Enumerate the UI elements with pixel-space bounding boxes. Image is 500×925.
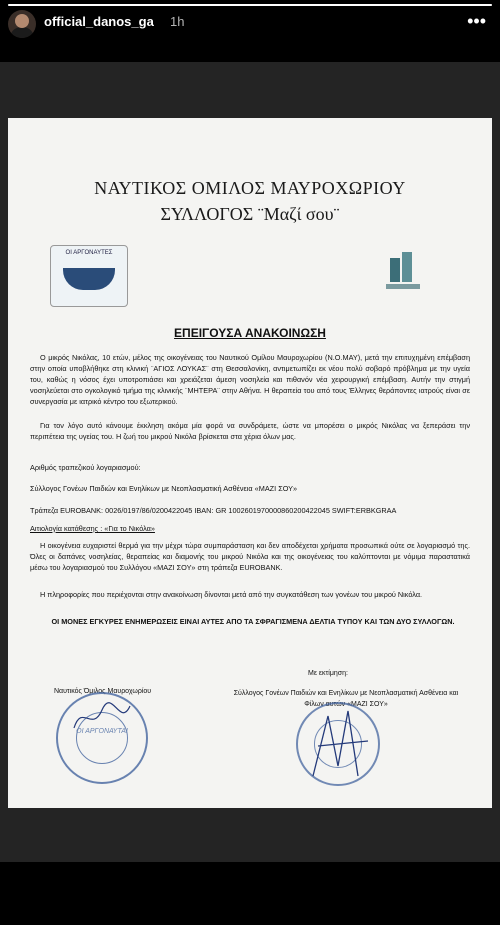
association-logo-icon bbox=[386, 252, 420, 296]
avatar-face bbox=[15, 14, 29, 28]
story-progress-fill bbox=[8, 4, 492, 6]
story-header bbox=[0, 0, 500, 40]
paragraph-3: Η οικογένεια ευχαριστεί θερμά για την μέχρι τώρα συμπαράσταση και δεν αποδέχεται χρήματα προσωπικά ούτε σε λογαριασμό της. Όλες οι δαπάνες νοσηλείας, θεραπείας και διαμονής του μικρού Νικόλα και της οικογένειας του καλύπτονται με νόμιμα παραστατικά μέσω του λογαριασμού του Συλλόγου «ΜΑΖΙ ΣΟΥ» στη τράπεζα EUROBANK. bbox=[30, 541, 470, 572]
paragraph-1: Ο μικρός Νικόλας, 10 ετών, μέλος της οικογένειας του Ναυτικού Ομίλου Μαυροχωρίου (Ν.Ο.ΜΑΥ), μετά την επιτυχημένη επέμβαση στην οποία υποβλήθηκε στη κλινική ¨ΑΓΙΟΣ ΛΟΥΚΑΣ¨ στη Θεσσαλονίκη, αντιμετωπίζει εκ νέου πολύ σοβαρό πρόβλημα με την υγεία του, καθώς η νόσος έχει υποτροπιάσει και χρειάζεται άμεση νοσηλεία και πιθανόν νέα χειρουργική επέμβαση. Αυτήν την στιγμή νοσηλεύεται στο ογκολογικό τμήμα της κλινικής ¨ΜΗΤΕΡΑ¨ στην Αθήνα. Η θεραπεία του από τους Έλληνες θεράποντες ιατρούς είναι σε συνεργασία με ιατρικό κέντρο του εξωτερικού. bbox=[30, 353, 470, 406]
argonaut-logo bbox=[50, 245, 128, 307]
announcement-heading: ΕΠΕΙΓΟΥΣΑ ΑΝΑΚΟΙΝΩΣΗ bbox=[174, 326, 326, 340]
signature-left-label: Ναυτικός Όμιλος Μαυροχωρίου bbox=[54, 688, 152, 695]
logo-text: ΟΙ ΑΡΓΟΝΑΥΤΕΣ bbox=[65, 250, 113, 256]
avatar[interactable] bbox=[8, 10, 36, 38]
paragraph-4: Η πληροφορίες που περιέχονται στην ανακοίνωση δίνονται μετά από την συγκατάθεση των γονέων του μικρού Νικόλα. bbox=[40, 590, 423, 599]
avatar-body bbox=[11, 27, 33, 38]
username[interactable]: official_danos_ga bbox=[44, 14, 154, 29]
story-progress-bar bbox=[8, 4, 492, 6]
signature-left-scrawl bbox=[72, 698, 132, 738]
post-time: 1h bbox=[170, 14, 185, 29]
regards-label: Με εκτίμηση: bbox=[308, 670, 348, 677]
document-title-line1: ΝΑΥΤΙΚΟΣ ΟΜΙΛΟΣ ΜΑΥΡΟΧΩΡΙΟΥ bbox=[94, 178, 406, 198]
signature-right-label: Σύλλογος Γονέων Παιδιών και Ενηλίκων με Νεοπλασματική Ασθένεια και Φίλων αυτών «ΜΑΖΙ ΣΟΥ» bbox=[233, 690, 459, 708]
more-horizontal-icon[interactable]: ••• bbox=[467, 11, 486, 31]
deposit-reason: Αιτιολογία κατάθεσης : «Για το Νικόλα» bbox=[30, 524, 155, 533]
paragraph-2: Για τον λόγο αυτό κάνουμε έκκληση ακόμα μία φορά να συνδράμετε, ώστε να μπορέσει ο μικρός Νικόλας να ξεπεράσει την περιπέτεια της υγείας του. Η ζωή του μικρού Νικόλα βρίσκεται στα χέρια όλων μας. bbox=[30, 421, 470, 441]
boat-icon bbox=[63, 268, 115, 290]
official-notice: ΟΙ ΜΟΝΕΣ ΕΓΚΥΡΕΣ ΕΝΗΜΕΡΩΣΕΙΣ ΕΙΝΑΙ ΑΥΤΕΣ ΑΠΟ ΤΑ ΣΦΡΑΓΙΣΜΕΝΑ ΔΕΛΤΙΑ ΤΥΠΟΥ ΚΑΙ ΤΩΝ ΔΥΟ ΣΥΛΛΟΓΩΝ. bbox=[51, 617, 455, 626]
account-label: Αριθμός τραπεζικού λογαριασμού: bbox=[30, 463, 141, 472]
announcement-document bbox=[8, 118, 492, 808]
bank-details: Τράπεζα EUROBANK: 0026/0197/86/0200422045 IBAN: GR 1002601970000860200422045 SWIFT:ERBKGRAA bbox=[30, 506, 397, 515]
stamp-left-text: ΟΙ ΑΡΓΟΝΑΥΤΑΙ bbox=[76, 728, 128, 735]
document-title-line2: ΣΥΛΛΟΓΟΣ ¨Μαζί σου¨ bbox=[160, 204, 340, 224]
signature-right-scrawl bbox=[308, 706, 378, 786]
association-line: Σύλλογος Γονέων Παιδιών και Ενηλίκων με Νεοπλασματική Ασθένεια «ΜΑΖΙ ΣΟΥ» bbox=[30, 484, 298, 493]
